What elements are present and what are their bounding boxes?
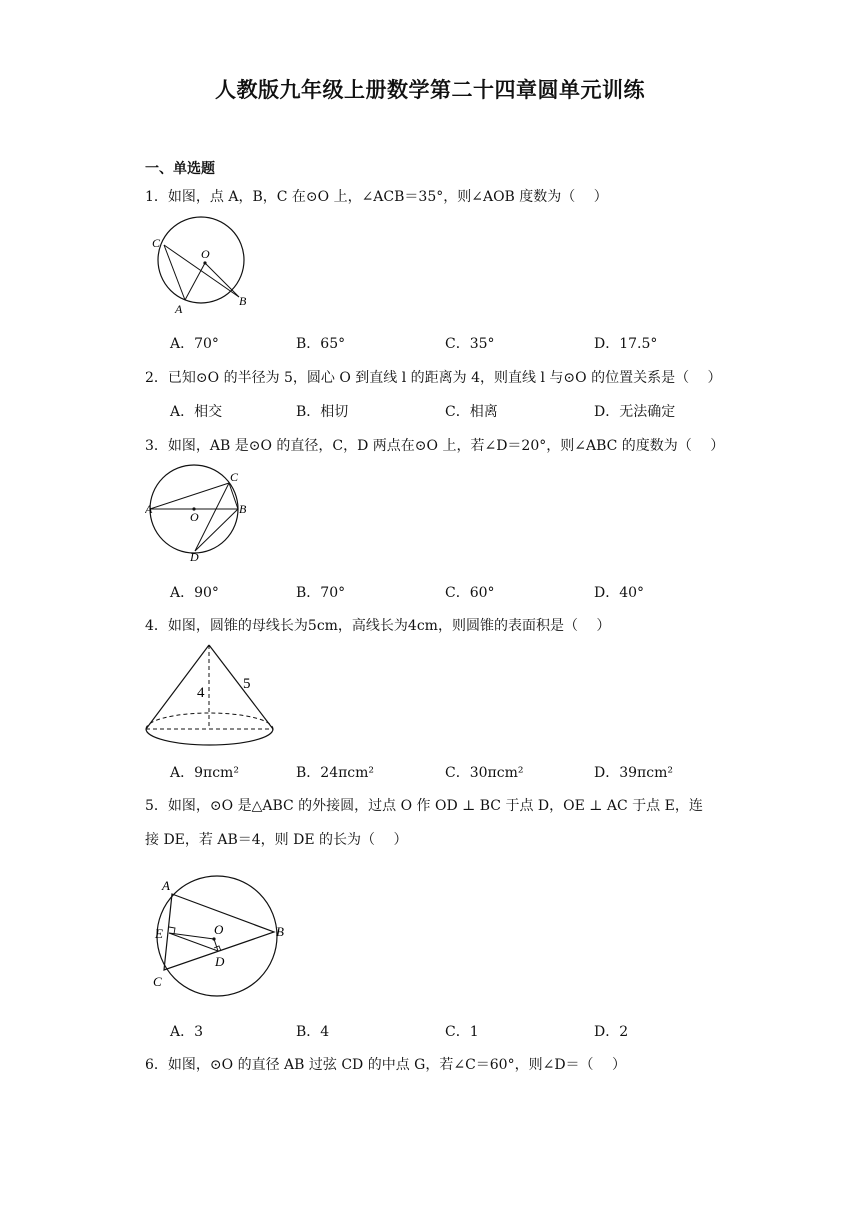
q4-option-d[interactable]: D．39πcm² xyxy=(594,765,673,781)
label-a: A xyxy=(162,878,170,893)
q5-option-b[interactable]: B．4 xyxy=(296,1024,330,1040)
center-point xyxy=(212,937,215,940)
question-5-text-line2: 接 DE，若 AB＝4，则 DE 的长为（ ） xyxy=(145,832,408,848)
label-c: C xyxy=(230,470,239,484)
q2-option-c[interactable]: C．相离 xyxy=(445,404,498,420)
label-b: B xyxy=(276,924,284,939)
segment-ac xyxy=(150,483,229,509)
label-d: D xyxy=(190,550,199,564)
label-o: O xyxy=(214,922,224,937)
q3-option-b[interactable]: B．70° xyxy=(296,585,346,601)
q1-option-a[interactable]: A．70° xyxy=(170,336,219,352)
segment-ca xyxy=(164,245,185,300)
label-c: C xyxy=(152,236,161,250)
q1-option-d[interactable]: D．17.5° xyxy=(594,336,658,352)
q3-option-d[interactable]: D．40° xyxy=(594,585,645,601)
q5-option-a[interactable]: A．3 xyxy=(170,1024,204,1040)
question-3-text: 3．如图，AB 是⊙O 的直径，C，D 两点在⊙O 上，若∠D＝20°，则∠ABC 的度数为（ ） xyxy=(145,438,725,454)
question-2-text: 2．已知⊙O 的半径为 5，圆心 O 到直线 l 的距离为 4，则直线 l 与⊙O 的位置关系是（ ） xyxy=(145,370,722,386)
segment-oa xyxy=(185,263,205,300)
q4-option-b[interactable]: B．24πcm² xyxy=(296,765,375,781)
segment-od xyxy=(214,939,218,951)
slant-right xyxy=(209,645,273,729)
segment-de xyxy=(169,933,218,951)
label-c: C xyxy=(153,974,162,989)
segment-db xyxy=(195,509,238,551)
q5-option-d[interactable]: D．2 xyxy=(594,1024,629,1040)
q2-option-a[interactable]: A．相交 xyxy=(170,404,223,420)
label-b: B xyxy=(239,502,247,516)
question-6-text: 6．如图，⊙O 的直径 AB 过弦 CD 的中点 G，若∠C＝60°，则∠D＝（ ） xyxy=(145,1057,626,1073)
label-a: A xyxy=(145,502,153,516)
section-heading: 一、单选题 xyxy=(145,161,215,177)
segment-ob xyxy=(205,263,239,297)
q1-option-b[interactable]: B．65° xyxy=(296,336,346,352)
q4-option-a[interactable]: A．9πcm² xyxy=(170,765,239,781)
question-4-figure xyxy=(143,641,278,751)
question-5-text-line1: 5．如图，⊙O 是△ABC 的外接圆，过点 O 作 OD ⊥ BC 于点 D，OE ⊥ AC 于点 E，连 xyxy=(145,798,703,814)
question-4-text: 4．如图，圆锥的母线长为5cm，高线长为4cm，则圆锥的表面积是（ ） xyxy=(145,618,611,634)
q5-option-c[interactable]: C．1 xyxy=(445,1024,479,1040)
question-3-figure xyxy=(145,463,265,565)
label-height: 4 xyxy=(197,685,205,701)
label-o: O xyxy=(201,247,210,261)
label-a: A xyxy=(175,302,183,313)
q1-option-c[interactable]: C．35° xyxy=(445,336,495,352)
base-front-arc xyxy=(146,729,273,745)
q4-option-c[interactable]: C．30πcm² xyxy=(445,765,524,781)
q2-option-d[interactable]: D．无法确定 xyxy=(594,404,676,420)
center-point xyxy=(203,261,206,264)
label-o: O xyxy=(190,510,199,524)
question-1-figure xyxy=(145,213,265,313)
question-5-figure xyxy=(148,870,298,1000)
label-e: E xyxy=(155,926,163,941)
q3-option-c[interactable]: C．60° xyxy=(445,585,495,601)
page-title: 人教版九年级上册数学第二十四章圆单元训练 xyxy=(215,78,645,102)
label-b: B xyxy=(239,294,247,308)
label-d: D xyxy=(215,954,225,969)
q3-option-a[interactable]: A．90° xyxy=(170,585,219,601)
q2-option-b[interactable]: B．相切 xyxy=(296,404,349,420)
question-1-text: 1．如图，点 A，B，C 在⊙O 上，∠ACB＝35°，则∠AOB 度数为（ ） xyxy=(145,189,608,205)
label-slant: 5 xyxy=(243,676,251,692)
